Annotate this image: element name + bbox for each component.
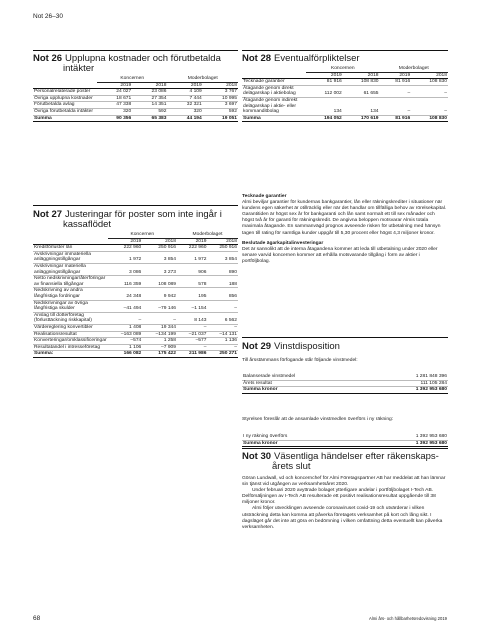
cell: 24 027 (97, 89, 132, 96)
note-26-title (33, 54, 243, 73)
row-label: Värdereglering konvertibler (33, 324, 108, 331)
text-heading: Tecknade garantier (242, 194, 287, 199)
text-heading: Beslutade ägarkapitalinvesteringar (242, 240, 324, 246)
sum-label: Summa (242, 115, 306, 122)
year-header: 2018 (142, 238, 177, 245)
note-28-text (242, 194, 448, 269)
table-row (242, 97, 448, 115)
row-label: Åtagande genom indirekt delägarskap i aktie- eller kommanditbolag (242, 97, 306, 115)
text-paragraph: Det är sannolikt att de interna åtagandena kommer att leda till utbetalning under 2020 eller senare varvid koncernen kommer att erhålla motsvarande tillgång i form av aktier i portföljbolag. (242, 246, 438, 264)
cell: 23 086 (132, 89, 167, 96)
row-label: Övriga förutbetalda intäkter (33, 108, 97, 115)
row-label: Årets resultat (242, 380, 382, 387)
cell: 108 830 (411, 115, 448, 122)
table-row (33, 95, 238, 102)
cell: 24 348 (108, 288, 143, 300)
note-30-title-line1: Väsentliga händelser efter räkenskaps- (274, 451, 439, 462)
note-30-text (242, 476, 448, 531)
cell: 250 916 (142, 245, 177, 252)
cell: 65 383 (132, 115, 167, 122)
cell: 1 392 953 680 (382, 440, 448, 447)
row-label: Balanserade vinstmedel (242, 374, 382, 380)
row-label: I ny räkning överförs (242, 434, 382, 440)
year-header: 2018 (203, 82, 238, 89)
note-30-top-rule (242, 448, 448, 449)
table-row (242, 79, 448, 86)
row-label: Anslag till dotterföretag (förlusttäckning riskkapital) (33, 312, 108, 324)
row-label: Tecknade garantier (242, 79, 306, 86)
cell: 1 972 (177, 251, 207, 263)
note-26-title-line2: intäkter (63, 62, 95, 74)
note-29-title-text: Vinstdisposition (274, 341, 340, 352)
table-row (33, 300, 238, 312)
note-27-title-line2: kassaflödet (63, 218, 112, 230)
note-29-intro-1: Till årsstämmans förfogande står följande vinstmedel: (242, 358, 358, 363)
cell: –14 131 (207, 331, 238, 338)
year-header: 2019 (168, 82, 203, 89)
cell: 578 (177, 276, 207, 288)
year-header: 2018 (411, 72, 448, 79)
row-label: Konverteringar/omklassificeringar (34, 338, 107, 344)
sum-row (242, 387, 448, 394)
cell: 320 (97, 108, 132, 115)
text-paragraph: Almi följer utvecklingen avseende coronaviruset covid-19 och utvärderar i vilken utsträckning detta kan komma att påverka företagets verksamhet på kort och lång sikt. I dagsläget går det inte att göra en bedömning i vilken omfattning detta eventuellt kan påverka verksamheten. (242, 506, 443, 530)
cell: 890 (207, 263, 238, 275)
cell: 19 344 (142, 324, 177, 331)
cell: 81 916 (380, 115, 412, 122)
table-row (33, 338, 238, 345)
group-header-moderbolaget: Moderbolaget (177, 232, 238, 238)
page-number: 68 (33, 615, 41, 622)
cell: 10 995 (203, 95, 238, 102)
table-row (33, 331, 238, 338)
cell: 3 273 (142, 263, 177, 275)
group-header-koncernen: Koncernen (306, 66, 380, 72)
note-26-top-rule (33, 50, 238, 51)
group-header-moderbolaget: Moderbolaget (168, 76, 239, 82)
row-label: Övriga upplupna kostnader (33, 95, 97, 102)
table-row (242, 380, 448, 387)
note-30-title-line2: årets slut (272, 460, 311, 472)
cell: 1 281 848 396 (382, 374, 448, 380)
cell: 906 (177, 263, 207, 275)
cell: 1 392 953 680 (382, 387, 448, 394)
cell: –163 089 (108, 331, 143, 338)
cell: – (207, 300, 238, 312)
table-row (33, 324, 238, 331)
note-28-table (242, 66, 448, 122)
row-label: Åtagande genom direkt delägarskap i aktiebolag (242, 85, 306, 97)
note-28-title-text: Eventualförpliktelser (274, 53, 360, 64)
cell: –577 (177, 338, 207, 345)
cell: 320 (168, 108, 203, 115)
cell: 18 671 (97, 95, 132, 102)
table-row (33, 108, 238, 115)
cell: 194 052 (306, 115, 343, 122)
year-header: 2019 (97, 82, 132, 89)
note-29-table-1 (242, 374, 448, 394)
table-row (33, 251, 238, 263)
note-27-number: Not 27 (33, 209, 63, 220)
note-27-top-rule (33, 205, 238, 206)
cell: 1 392 953 680 (382, 434, 448, 440)
cell: 175 422 (142, 351, 177, 358)
cell: – (411, 97, 448, 115)
sum-label: Summa kronor (242, 387, 382, 394)
cell: 3 767 (203, 89, 238, 96)
cell: 3 697 (203, 102, 238, 109)
text-paragraph: Under februari 2020 avyttrade bolaget ytterligare andelar i portföljbolaget I-Tech AB. Delförsäljningen av I-Tech AB resulterade ett positivt realisationsresultat uppgående till 38 miljoner kronor. (242, 488, 436, 506)
sum-row (33, 351, 238, 358)
row-label: Nedskrivning av andra långfristiga fordringar (33, 288, 108, 300)
cell: –574 (108, 338, 143, 345)
cell: 1 972 (108, 251, 143, 263)
footer-text: Almi års- och hållbarhetsredovisning 2019 (369, 616, 447, 621)
cell: 90 356 (97, 115, 132, 122)
row-label: Avskrivningar immateriella anläggningstillgångar (33, 251, 108, 263)
cell: 166 082 (108, 351, 143, 358)
cell: – (177, 324, 207, 331)
cell: 47 338 (97, 102, 132, 109)
cell: 9 942 (142, 288, 177, 300)
cell: 1 258 (142, 338, 177, 345)
cell: 592 (132, 108, 167, 115)
cell: 170 619 (343, 115, 380, 122)
table-row (33, 245, 238, 252)
cell: 222 960 (108, 245, 143, 252)
year-header: 2019 (380, 72, 412, 79)
cell: –1 154 (177, 300, 207, 312)
cell: 222 960 (177, 245, 207, 252)
year-header: 2019 (306, 72, 343, 79)
table-row (33, 102, 238, 109)
sum-row (242, 115, 448, 122)
cell: 8 143 (177, 312, 207, 324)
table-row (242, 85, 448, 97)
cell: – (177, 344, 207, 351)
running-header: Not 26–30 (33, 13, 63, 20)
cell: 1 136 (207, 338, 238, 345)
cell: 856 (207, 288, 238, 300)
cell: 112 002 (306, 85, 343, 97)
group-header-moderbolaget: Moderbolaget (380, 66, 448, 72)
year-header: 2018 (343, 72, 380, 79)
note-29-intro-2: Styrelsen föreslår att de ansamlade vinstmedlen överförs i ny räkning: (242, 417, 394, 422)
cell: 3 086 (108, 263, 143, 275)
cell: 250 271 (207, 351, 238, 358)
row-label: Personalrelaterade poster (33, 89, 97, 96)
cell: 108 089 (142, 276, 177, 288)
table-row (33, 263, 238, 275)
cell: 32 321 (168, 102, 203, 109)
sum-row (33, 115, 238, 122)
text-paragraph: Göran Lundwall, vd och koncernchef för Almi Företagspartner AB har meddelat att han lämnar sin tjänst vid utgången av verksamhetsåret 2020. (242, 476, 446, 488)
year-header: 2018 (132, 82, 167, 89)
cell: – (142, 312, 177, 324)
cell: –7 909 (142, 344, 177, 351)
year-header: 2018 (207, 238, 238, 245)
cell: 108 830 (411, 79, 448, 86)
note-26-title-line1: Upplupna kostnader och förutbetalda (65, 53, 221, 64)
cell: 188 (207, 276, 238, 288)
note-27-table (33, 232, 238, 358)
note-27-title-line1: Justeringar för poster som inte ingår i (65, 209, 222, 220)
row-label: Realisationsresultat (33, 331, 108, 338)
cell: 592 (203, 108, 238, 115)
cell: 4 109 (168, 89, 203, 96)
cell: –79 146 (142, 300, 177, 312)
row-label: Resultatandel i intresseföretag (33, 344, 108, 351)
cell: – (380, 97, 412, 115)
sum-label: Summa: (33, 351, 108, 358)
cell: 44 194 (168, 115, 203, 122)
note-30-title (242, 452, 448, 471)
note-27-title (33, 210, 243, 229)
group-header-koncernen: Koncernen (108, 232, 177, 238)
note-29-top-rule (242, 337, 448, 338)
table-row (33, 312, 238, 324)
cell: – (108, 312, 143, 324)
note-29-table-2 (242, 434, 448, 447)
row-label: Avskrivningar materiella anläggningstillgångar (33, 263, 108, 275)
cell: –41 494 (108, 300, 143, 312)
cell: –134 199 (142, 331, 177, 338)
cell: 3 854 (142, 251, 177, 263)
cell: 116 359 (108, 276, 143, 288)
year-header: 2019 (177, 238, 207, 245)
cell: 27 354 (132, 95, 167, 102)
row-label: Netto nedskrivningar/återföringar av finansiella tillgångar (33, 276, 108, 288)
note-28-top-rule (242, 50, 448, 51)
table-row (33, 276, 238, 288)
cell: – (411, 85, 448, 97)
cell: 1 106 (108, 344, 143, 351)
cell: –21 037 (177, 331, 207, 338)
note-26-number: Not 26 (33, 53, 63, 64)
cell: 134 (306, 97, 343, 115)
cell: 1 408 (108, 324, 143, 331)
cell: 134 (343, 97, 380, 115)
note-29-title (242, 342, 448, 352)
cell: – (380, 85, 412, 97)
table-row (33, 344, 238, 351)
note-26-table (33, 76, 238, 122)
group-header-koncernen: Koncernen (97, 76, 168, 82)
table-row (33, 89, 238, 96)
cell: 81 916 (380, 79, 412, 86)
sum-label: Summa (33, 115, 97, 122)
cell: 19 051 (203, 115, 238, 122)
note-28-title (242, 54, 448, 64)
cell: 108 830 (343, 79, 380, 86)
cell: – (207, 344, 238, 351)
sum-row (242, 440, 448, 447)
cell: 211 986 (177, 351, 207, 358)
text-paragraph: Almi beviljar garantier för kundernas bankgarantier, lån eller räkningskrediter i situationer när kundens egen säkerhet är otillräcklig eller när det handlar om tillfälliga behov av rörelsekapital. Garantitiden är högst sex år för bankgaranti och lån samt normalt ett till sex månader och högst två år för garanti för räkningskredit. De angivna beloppen motsvarar Almis totala maximala åtagande. En sammanvägd prognos avseende risken för utbetalning med hänsyn tagen till rating för samtliga kunder uppgår till 5,30 procent eller högst 4,3 miljoner kronor. (242, 200, 447, 236)
cell: 250 916 (207, 245, 238, 252)
year-header: 2019 (108, 238, 143, 245)
note-29-number: Not 29 (242, 341, 272, 352)
row-label: Förutbetalda avlag (33, 102, 97, 109)
row-label: Kreditförluster lån (33, 245, 108, 252)
cell: 111 105 284 (382, 380, 448, 387)
cell: 195 (177, 288, 207, 300)
sum-label: Summa kronor (242, 440, 382, 447)
table-row (33, 288, 238, 300)
cell: – (207, 324, 238, 331)
cell: 61 655 (343, 85, 380, 97)
note-28-number: Not 28 (242, 53, 272, 64)
row-label: Nedskrivningar av övriga långfristiga skulder (33, 300, 108, 312)
cell: 14 351 (132, 102, 167, 109)
cell: 3 854 (207, 251, 238, 263)
cell: 6 562 (207, 312, 238, 324)
note-30-number: Not 30 (242, 451, 272, 462)
cell: 81 916 (306, 79, 343, 86)
cell: 7 444 (168, 95, 203, 102)
